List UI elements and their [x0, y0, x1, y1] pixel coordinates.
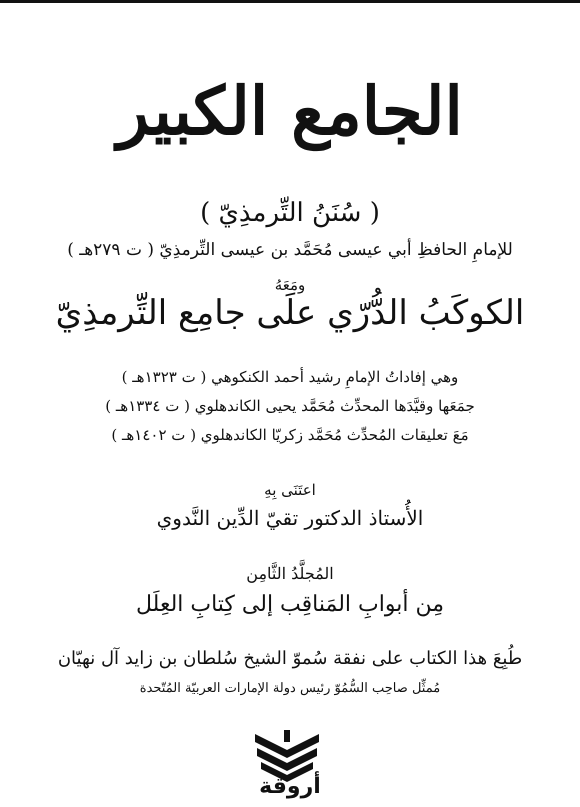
info-line-1: وهي إفاداتُ الإمامِ رشيد أحمد الكنكوهي ( ت ١٣٢٣هـ ) — [121, 368, 459, 386]
info-line-3: مَعَ تعليقات المُحدِّث مُحَمَّد زكريّا الكاندهلوي ( ت ١٤٠٢هـ ) — [111, 426, 469, 444]
book-subtitle: ( سُنَنُ التِّرمذِيّ ) — [200, 198, 380, 228]
commentary-title: الكوكَبُ الدُّرّي علَى جامِع التِّرمذِيّ — [55, 293, 525, 333]
editor-name: الأُستاذ الدكتور تقيّ الدِّين النَّدوي — [156, 506, 424, 530]
book-title: الجامع الكبير — [117, 72, 463, 150]
patron-line: مُمثِّل صاحِب السُّمُوّ رئيس دولة الإمارات العربيّة المُتّحدة — [139, 681, 441, 696]
edited-by-label: اعتَنَى بِهِ — [264, 481, 316, 499]
top-border — [0, 0, 580, 3]
info-line-2: جمَعَها وقيَّدَها المحدِّث مُحَمَّد يحيى الكاندهلوي ( ت ١٣٣٤هـ ) — [105, 397, 475, 415]
author-line: للإمامِ الحافظِ أبي عيسى مُحَمَّد بن عيسى التِّرمذِيّ ( ت ٢٧٩هـ ) — [67, 240, 513, 260]
volume-label: المُجلَّدُ الثَّامِن — [246, 564, 334, 583]
with-label: ومَعَهُ — [274, 276, 306, 294]
printed-by-line: طُبِعَ هذا الكتاب على نفقة سُموّ الشيخ سُلطان بن زايد آل نهيّان — [57, 648, 523, 669]
publisher-name: أروقة — [259, 774, 321, 799]
volume-range: مِن أبوابِ المَناقِب إلى كِتابِ العِلَل — [136, 592, 444, 617]
